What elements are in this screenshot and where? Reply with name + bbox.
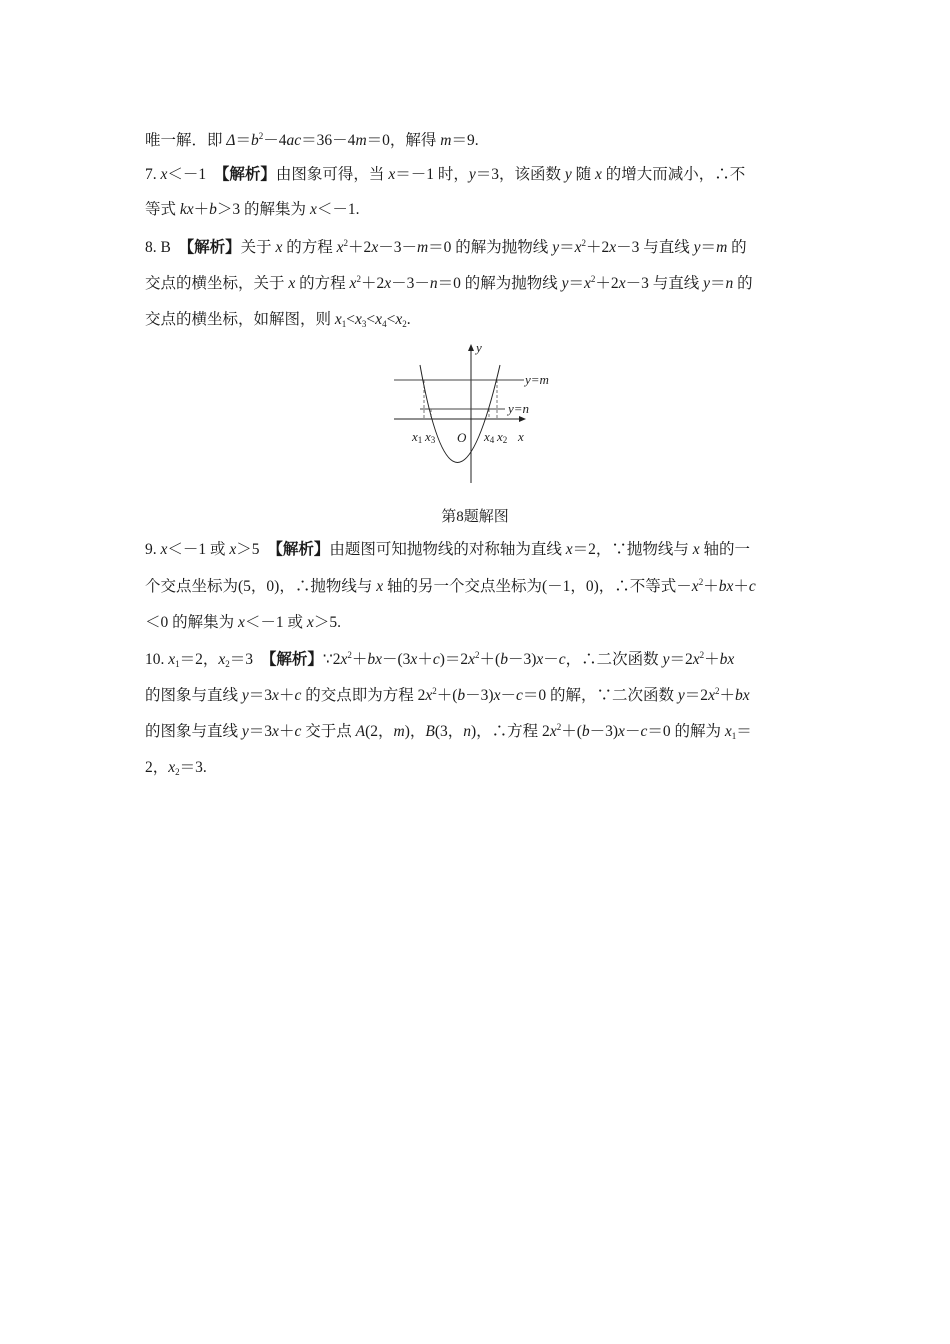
dashed-guides	[424, 380, 497, 419]
label-x3: x3	[425, 429, 436, 445]
label-x4: x4	[484, 429, 495, 445]
label-y-axis: y	[476, 340, 482, 355]
label-origin: O	[457, 430, 467, 445]
answer-10-line-4: 2，$x_2=3$.	[145, 759, 207, 777]
label-x2: x2	[497, 429, 508, 445]
analysis-label: 【解析】	[221, 166, 276, 183]
answer-9-line-1: 9. x＜－1 或 x＞5 【解析】由题图可知抛物线的对称轴为直线 x＝2，∵抛物线与 x 轴的一	[145, 541, 751, 558]
analysis-label: 【解析】	[186, 239, 241, 256]
text-line-1: 唯一解．即 $\Delta=b^2-4ac=36-4m=0$，解得 m＝9.	[145, 131, 479, 149]
label-x-axis: x	[518, 429, 524, 444]
label-line-m: y=m	[525, 372, 549, 387]
answer-8-line-3: 交点的横坐标，如解图，则 $x_1<x_3<x_4<x_2$.	[145, 311, 411, 329]
answer-10-line-1: 10. $x_1=2$，$x_2=3$ 【解析】$\because 2x^2+bx-(3x+c)=2x^2+(b-3)x-c$，∴二次函数 $y=2x^2+bx$	[145, 650, 735, 669]
answer-9-line-3: ＜0 的解集为 x＜－1 或 x＞5.	[145, 614, 341, 631]
answer-7-line-2: 等式 kx＋b＞3 的解集为 x＜－1.	[145, 201, 360, 218]
answer-9-line-2: 个交点坐标为(5，0)，∴抛物线与 x 轴的另一个交点坐标为(－1，0)，∴不等式$-x^2+bx+c$	[145, 577, 756, 595]
figure-caption: 第8题解图	[441, 509, 509, 525]
answer-8-line-1: 8. B 【解析】关于 x 的方程 $x^2+2x-3-m=0$ 的解为抛物线 $y=x^2+2x-3$ 与直线 y＝m 的	[145, 238, 747, 256]
answer-7-line-1: 7. x＜－1 【解析】由图象可得，当 x＝－1 时，y＝3，该函数 y 随 x 的增大而减小，∴不	[145, 166, 746, 183]
answer-10-line-3: 的图象与直线 y＝3x＋c 交于点 A(2，m)，B(3，n)，∴方程 $2x^2+(b-3)x-c=0$ 的解为 $x_1=$	[145, 722, 752, 741]
parabola-figure	[380, 335, 580, 490]
answer-10-line-2: 的图象与直线 y＝3x＋c 的交点即为方程 $2x^2+(b-3)x-c=0$ 的解，∵二次函数 $y=2x^2+bx$	[145, 686, 750, 704]
label-x1: x1	[412, 429, 423, 445]
label-line-n: y=n	[508, 401, 530, 416]
answer-8-line-2: 交点的横坐标，关于 x 的方程 $x^2+2x-3-n=0$ 的解为抛物线 $y=x^2+2x-3$ 与直线 y＝n 的	[145, 274, 753, 292]
analysis-label: 【解析】	[275, 541, 330, 558]
analysis-label: 【解析】	[268, 651, 323, 668]
